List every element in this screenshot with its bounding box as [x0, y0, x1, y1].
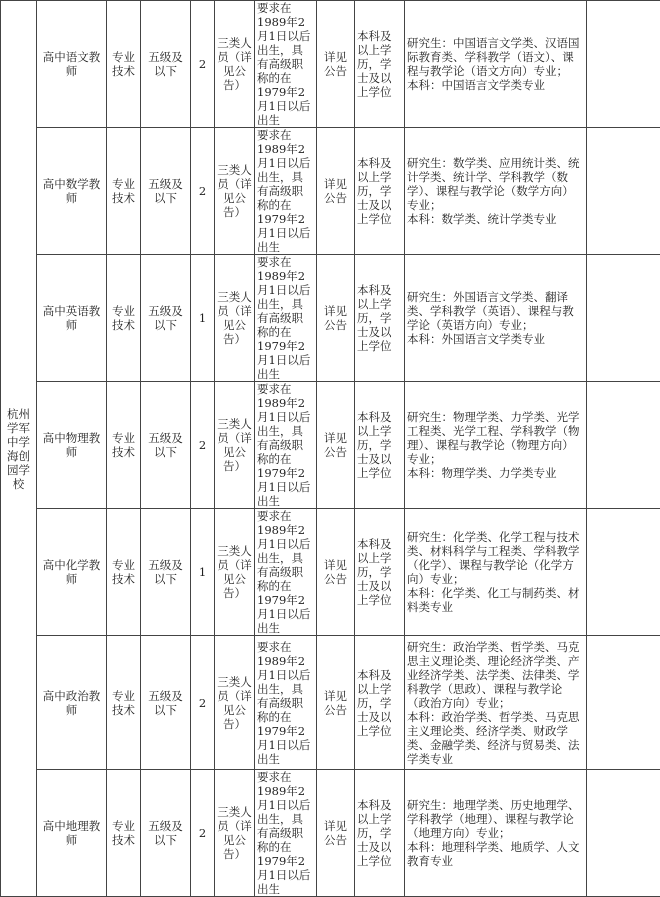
type: 三类人员（详见公告） — [215, 128, 255, 255]
other-requirement: 详见公告 — [317, 255, 355, 382]
count: 2 — [191, 770, 215, 897]
count: 2 — [191, 636, 215, 770]
category: 专业技术 — [107, 509, 141, 636]
school-name: 杭州学军中学海创园学校 — [1, 1, 37, 897]
position: 高中数学教师 — [37, 128, 107, 255]
level: 五级及以下 — [141, 1, 191, 128]
table-row — [1, 770, 660, 897]
education: 本科及以上学历，学士及以上学位 — [355, 128, 405, 255]
type: 三类人员（详见公告） — [215, 509, 255, 636]
empty-cell — [587, 509, 660, 636]
category: 专业技术 — [107, 128, 141, 255]
count: 1 — [191, 255, 215, 382]
position: 高中英语教师 — [37, 255, 107, 382]
major-requirement: 研究生：政治学类、哲学类、马克思主义理论类、理论经济学类、产业经济学类、法学类、法律类、学科教学（思政）、课程与教学论（政治方向）专业； 本科：政治学类、哲学类、马克思主义理论类、经济学类、财政学类、金融学类、经济与贸易类、法学类专业 — [405, 636, 587, 770]
table-row — [1, 128, 660, 255]
other-requirement: 详见公告 — [317, 382, 355, 509]
empty-cell — [587, 1, 660, 128]
category: 专业技术 — [107, 770, 141, 897]
position: 高中地理教师 — [37, 770, 107, 897]
category: 专业技术 — [107, 255, 141, 382]
category: 专业技术 — [107, 636, 141, 770]
other-requirement: 详见公告 — [317, 128, 355, 255]
major-requirement: 研究生：化学类、化学工程与技术类、材料科学与工程类、学科教学（化学）、课程与教学论（化学方向）专业； 本科：化学类、化工与制药类、材料类专业 — [405, 509, 587, 636]
major-requirement: 研究生：外国语言文学类、翻译类、学科教学（英语）、课程与教学论（英语方向）专业； 本科：外国语言文学类专业 — [405, 255, 587, 382]
education: 本科及以上学历，学士及以上学位 — [355, 636, 405, 770]
position: 高中政治教师 — [37, 636, 107, 770]
level: 五级及以下 — [141, 382, 191, 509]
type: 三类人员（详见公告） — [215, 636, 255, 770]
empty-cell — [587, 636, 660, 770]
education: 本科及以上学历，学士及以上学位 — [355, 509, 405, 636]
age-requirement: 要求在1989年2月1日以后出生，具有高级职称的在1979年2月1日以后出生 — [255, 770, 317, 897]
count: 1 — [191, 509, 215, 636]
type: 三类人员（详见公告） — [215, 1, 255, 128]
count: 2 — [191, 382, 215, 509]
level: 五级及以下 — [141, 509, 191, 636]
empty-cell — [587, 255, 660, 382]
age-requirement: 要求在1989年2月1日以后出生，具有高级职称的在1979年2月1日以后出生 — [255, 1, 317, 128]
table-row — [1, 636, 660, 770]
age-requirement: 要求在1989年2月1日以后出生，具有高级职称的在1979年2月1日以后出生 — [255, 636, 317, 770]
empty-cell — [587, 770, 660, 897]
category: 专业技术 — [107, 1, 141, 128]
age-requirement: 要求在1989年2月1日以后出生，具有高级职称的在1979年2月1日以后出生 — [255, 382, 317, 509]
position: 高中化学教师 — [37, 509, 107, 636]
level: 五级及以下 — [141, 770, 191, 897]
category: 专业技术 — [107, 382, 141, 509]
empty-cell — [587, 128, 660, 255]
level: 五级及以下 — [141, 636, 191, 770]
major-requirement: 研究生：地理学类、历史地理学、学科教学（地理）、课程与教学论（地理方向）专业； 本科：地理科学类、地质学、人文教育专业 — [405, 770, 587, 897]
table-row — [1, 382, 660, 509]
major-requirement: 研究生：物理学类、力学类、光学工程类、光学工程、学科教学（物理）、课程与教学论（物理方向）专业； 本科：物理学类、力学类专业 — [405, 382, 587, 509]
level: 五级及以下 — [141, 255, 191, 382]
position: 高中语文教师 — [37, 1, 107, 128]
age-requirement: 要求在1989年2月1日以后出生，具有高级职称的在1979年2月1日以后出生 — [255, 255, 317, 382]
count: 2 — [191, 128, 215, 255]
other-requirement: 详见公告 — [317, 1, 355, 128]
count: 2 — [191, 1, 215, 128]
type: 三类人员（详见公告） — [215, 255, 255, 382]
education: 本科及以上学历，学士及以上学位 — [355, 255, 405, 382]
education: 本科及以上学历，学士及以上学位 — [355, 1, 405, 128]
table-row — [1, 1, 660, 128]
empty-cell — [587, 382, 660, 509]
level: 五级及以下 — [141, 128, 191, 255]
other-requirement: 详见公告 — [317, 509, 355, 636]
type: 三类人员（详见公告） — [215, 770, 255, 897]
major-requirement: 研究生：数学类、应用统计类、统计学类、统计学、学科教学（数学）、课程与教学论（数学方向）专业； 本科：数学类、统计学类专业 — [405, 128, 587, 255]
age-requirement: 要求在1989年2月1日以后出生，具有高级职称的在1979年2月1日以后出生 — [255, 509, 317, 636]
other-requirement: 详见公告 — [317, 770, 355, 897]
education: 本科及以上学历，学士及以上学位 — [355, 770, 405, 897]
age-requirement: 要求在1989年2月1日以后出生，具有高级职称的在1979年2月1日以后出生 — [255, 128, 317, 255]
other-requirement: 详见公告 — [317, 636, 355, 770]
major-requirement: 研究生：中国语言文学类、汉语国际教育类、学科教学（语文）、课程与教学论（语文方向）专业； 本科：中国语言文学类专业 — [405, 1, 587, 128]
education: 本科及以上学历，学士及以上学位 — [355, 382, 405, 509]
table-row — [1, 255, 660, 382]
type: 三类人员（详见公告） — [215, 382, 255, 509]
table-row — [1, 509, 660, 636]
position: 高中物理教师 — [37, 382, 107, 509]
